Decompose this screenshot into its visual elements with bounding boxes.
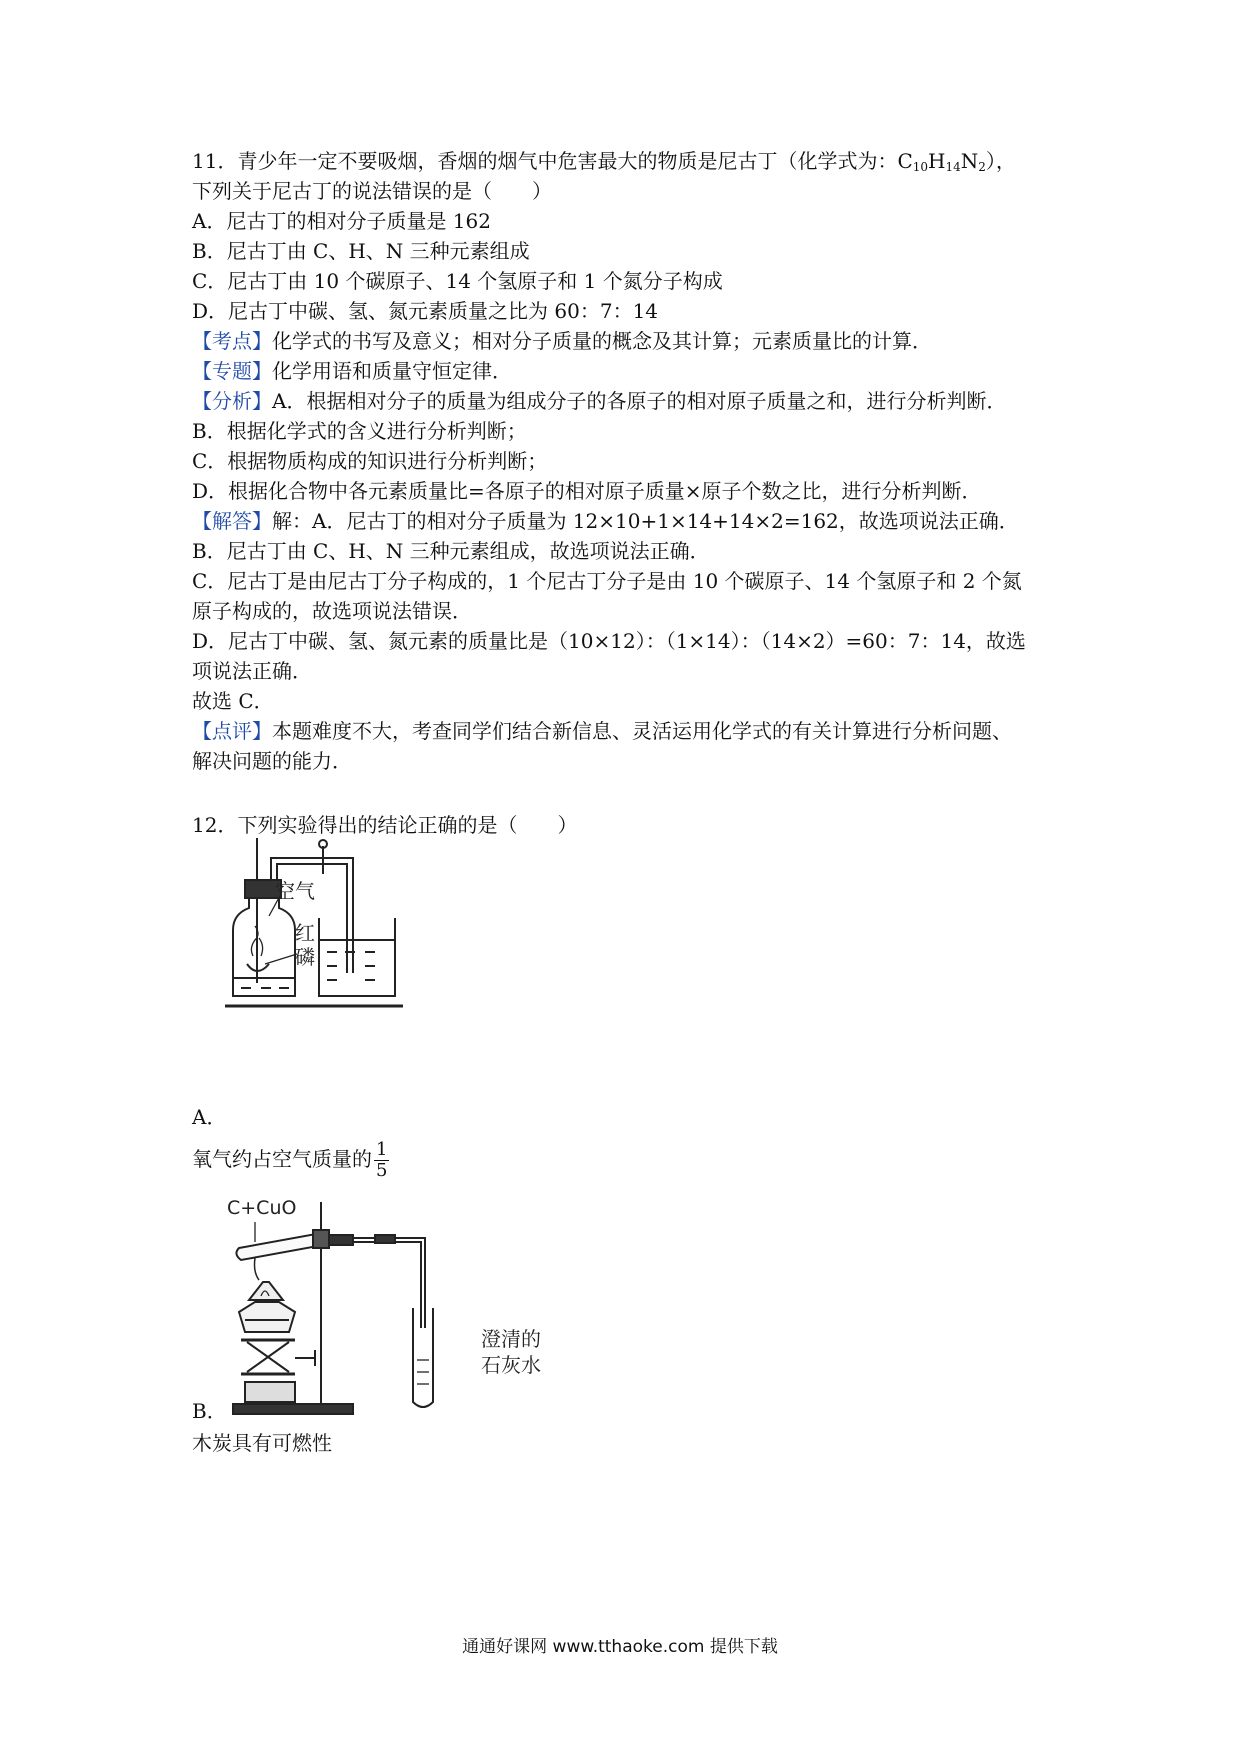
q11-option-d: D．尼古丁中碳、氢、氮元素质量之比为 60：7：14 bbox=[192, 299, 659, 323]
zhuanti-tag: 【专题】 bbox=[192, 359, 272, 383]
fraction-one-fifth bbox=[374, 1140, 389, 1181]
q11-kaodian bbox=[192, 326, 932, 356]
q11-option-b: B．尼古丁由 C、H、N 三种元素组成 bbox=[192, 239, 530, 263]
jieda-tag: 【解答】 bbox=[192, 509, 272, 533]
q12-option-b-conclusion: 木炭具有可燃性 bbox=[192, 1431, 332, 1455]
figure-b-apparatus bbox=[225, 1192, 555, 1426]
fraction-denominator: 5 bbox=[376, 1160, 388, 1181]
q11-stem-end: ）， bbox=[985, 149, 1016, 173]
fig-a-red-label: 红 bbox=[295, 921, 315, 945]
formula-sub-c: 10 bbox=[912, 160, 929, 174]
q11-option-c: C．尼古丁由 10 个碳原子、14 个氢原子和 1 个氮分子构成 bbox=[192, 269, 723, 293]
fraction-numerator: 1 bbox=[376, 1139, 388, 1160]
q11-jieda-c2: 原子构成的，故选项说法错误． bbox=[192, 599, 472, 623]
q12-option-a-label: A． bbox=[192, 1105, 227, 1129]
q11-stem-text: 11．青少年一定不要吸烟，香烟的烟气中危害最大的物质是尼古丁（化学式为：C bbox=[192, 149, 913, 173]
zhuanti-text: 化学用语和质量守恒定律． bbox=[272, 359, 512, 383]
fig-b-limewater-label-2: 石灰水 bbox=[481, 1353, 541, 1377]
q11-fenxi bbox=[192, 386, 1006, 416]
q11-fenxi-c: C．根据物质构成的知识进行分析判断； bbox=[192, 449, 548, 473]
q11-jieda-b: B．尼古丁由 C、H、N 三种元素组成，故选项说法正确． bbox=[192, 539, 710, 563]
q11-answer: 故选 C． bbox=[192, 689, 274, 713]
q11-fenxi-d: D．根据化合物中各元素质量比=各原子的相对原子质量×原子个数之比，进行分析判断． bbox=[192, 479, 982, 503]
q12-option-a-conclusion bbox=[192, 1140, 389, 1181]
formula-n: N bbox=[960, 149, 979, 173]
dianping-tag: 【点评】 bbox=[192, 719, 272, 743]
page-footer: 通通好课网 www.tthaoke.com 提供下载 bbox=[462, 1637, 778, 1657]
q12-option-b-label: B． bbox=[192, 1399, 227, 1423]
a-conclusion-text: 氧气约占空气质量的 bbox=[192, 1147, 372, 1171]
formula-h: H bbox=[928, 149, 946, 173]
fenxi-tag: 【分析】 bbox=[192, 389, 272, 413]
fig-a-air-label: 空气 bbox=[275, 879, 315, 903]
q11-dianping-2: 解决问题的能力． bbox=[192, 749, 352, 773]
formula-sub-h: 14 bbox=[945, 160, 961, 174]
q11-fenxi-b: B．根据化学式的含义进行分析判断； bbox=[192, 419, 527, 443]
kaodian-tag: 【考点】 bbox=[192, 329, 272, 353]
fig-a-phosphorus-label: 磷 bbox=[295, 945, 315, 969]
fig-b-limewater-label-1: 澄清的 bbox=[481, 1327, 541, 1351]
q11-jieda-d1: D．尼古丁中碳、氢、氮元素的质量比是（10×12）：（1×14）：（14×2）=60：7：14，故选 bbox=[192, 629, 1026, 653]
dianping-text: 本题难度不大，考查同学们结合新信息、灵活运用化学式的有关计算进行分析问题、 bbox=[272, 719, 1012, 743]
fig-b-reagent-label: C+CuO bbox=[227, 1197, 297, 1219]
q11-option-a: A．尼古丁的相对分子质量是 162 bbox=[192, 209, 491, 233]
q11-jieda-c1: C．尼古丁是由尼古丁分子构成的，1 个尼古丁分子是由 10 个碳原子、14 个氢原子和 2 个氮 bbox=[192, 569, 1022, 593]
formula-sub-n: 2 bbox=[978, 160, 986, 174]
jieda-text: 解：A．尼古丁的相对分子质量为 12×10+1×14+14×2=162，故选项说法正确． bbox=[272, 509, 1019, 533]
kaodian-text: 化学式的书写及意义；相对分子质量的概念及其计算；元素质量比的计算． bbox=[272, 329, 932, 353]
fenxi-text: A．根据相对分子的质量为组成分子的各原子的相对原子质量之和，进行分析判断． bbox=[272, 389, 1007, 413]
q12-stem: 12．下列实验得出的结论正确的是（ ） bbox=[192, 813, 578, 837]
q11-stem-line2: 下列关于尼古丁的说法错误的是（ ） bbox=[192, 179, 552, 203]
q11-jieda bbox=[192, 506, 1019, 536]
q11-jieda-d2: 项说法正确． bbox=[192, 659, 312, 683]
figure-a-apparatus bbox=[225, 838, 465, 1030]
q11-dianping bbox=[192, 716, 1012, 746]
q11-zhuanti bbox=[192, 356, 512, 386]
